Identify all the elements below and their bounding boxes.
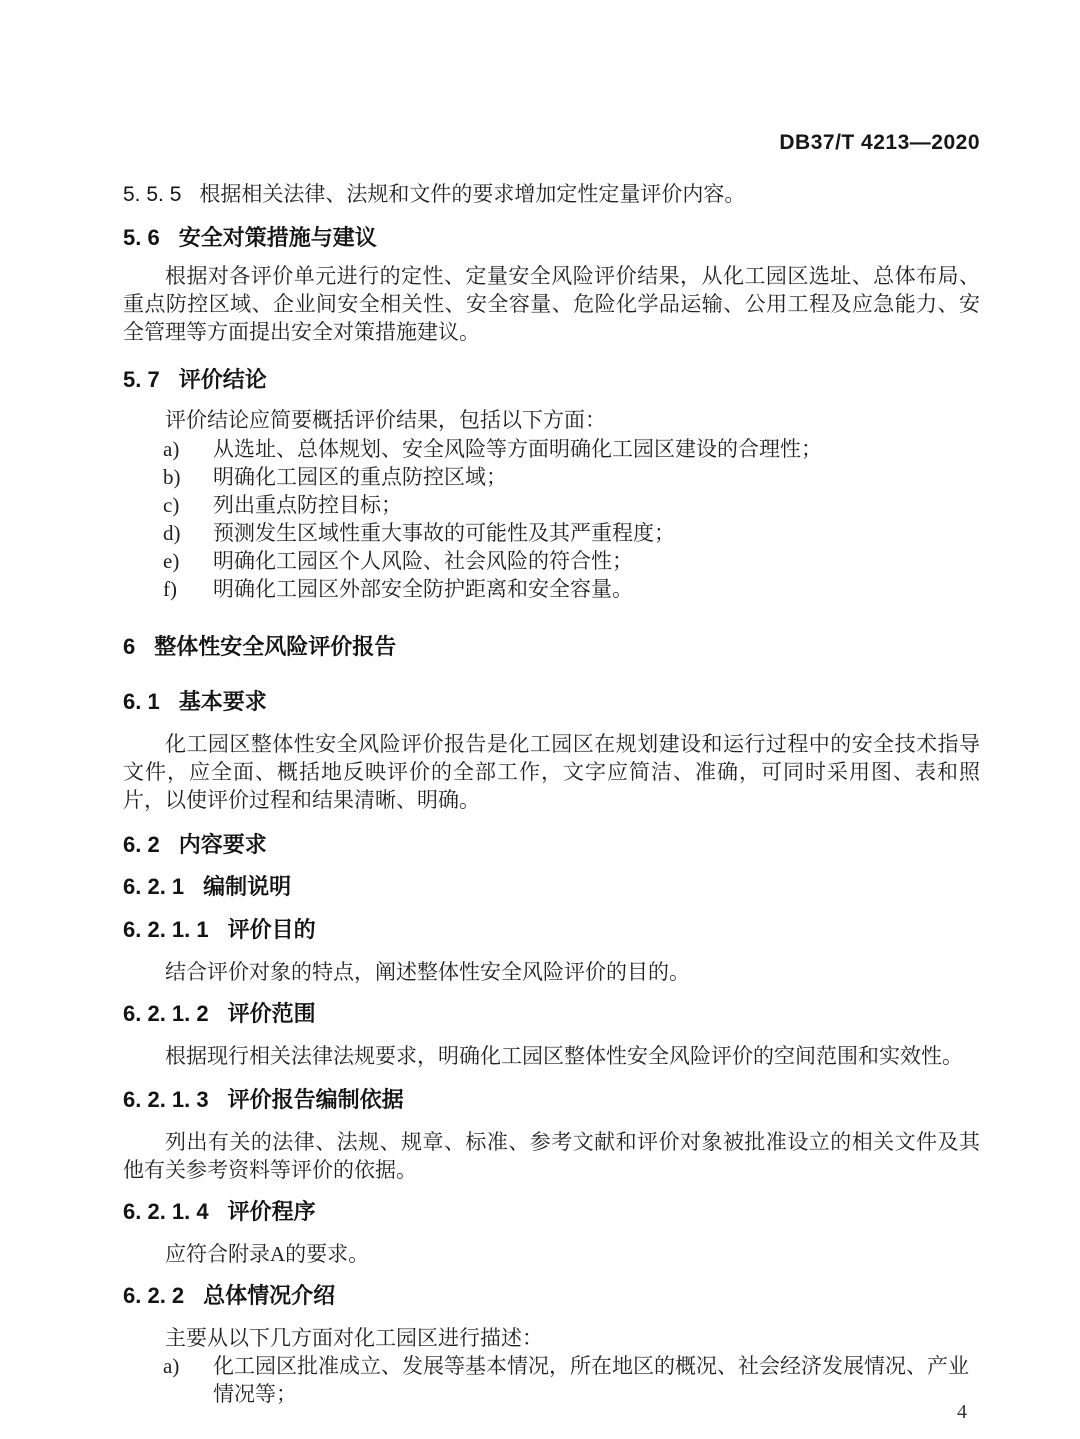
heading-6-2-2-title: 总体情况介绍	[203, 1283, 336, 1308]
heading-6-2-1-title: 编制说明	[203, 874, 292, 899]
list-item-marker: c)	[163, 493, 180, 517]
heading-5-6-title: 安全对策措施与建议	[178, 225, 377, 250]
heading-6-2-1-4-number: 6. 2. 1. 4	[123, 1199, 209, 1224]
heading-6-2-1-3	[123, 1086, 980, 1114]
standard-number: DB37/T 4213—2020	[779, 131, 980, 154]
heading-6-2-1-4-title: 评价程序	[227, 1199, 316, 1224]
heading-6-2-1-2-title: 评价范围	[227, 1001, 316, 1026]
list-item-marker: e)	[163, 549, 180, 573]
list-item	[123, 463, 980, 491]
paragraph-6-1: 化工园区整体性安全风险评价报告是化工园区在规划建设和运行过程中的安全技术指导文件，应全面、概括地反映评价的全部工作，文字应简洁、准确，可同时采用图、表和照片，以使评价过程和结果清晰、明确。	[123, 732, 980, 812]
heading-6-title: 整体性安全风险评价报告	[154, 634, 397, 659]
heading-6-2-1-2	[123, 1000, 980, 1028]
list-item-text: 明确化工园区的重点防控区域；	[213, 465, 507, 489]
heading-6-number: 6	[123, 634, 136, 659]
heading-6-2-title: 内容要求	[178, 832, 267, 857]
heading-6-2-2-number: 6. 2. 2	[123, 1283, 185, 1308]
heading-6-2-1	[123, 873, 980, 901]
heading-5-7-title: 评价结论	[178, 367, 267, 392]
heading-6-2-1-1-number: 6. 2. 1. 1	[123, 917, 209, 942]
heading-6-1-title: 基本要求	[178, 689, 267, 714]
paragraph-6-2-2-intro: 主要从以下几方面对化工园区进行描述：	[165, 1326, 543, 1350]
clause-5-5-5-number: 5. 5. 5	[123, 183, 182, 206]
list-item	[123, 491, 980, 519]
heading-6-2-1-1-title: 评价目的	[227, 917, 316, 942]
list-item-text: 列出重点防控目标；	[213, 493, 402, 517]
paragraph-6-2-1-2: 根据现行相关法律法规要求，明确化工园区整体性安全风险评价的空间范围和实效性。	[165, 1044, 963, 1068]
paragraph-6-2-1-1: 结合评价对象的特点，阐述整体性安全风险评价的目的。	[165, 960, 690, 984]
paragraph-6-2-1-4: 应符合附录A的要求。	[165, 1242, 370, 1266]
heading-5-7	[123, 366, 980, 394]
list-item	[123, 547, 980, 575]
list-item-text: 化工园区批准成立、发展等基本情况，所在地区的概况、社会经济发展情况、产业情况等；	[213, 1354, 969, 1406]
heading-5-7-number: 5. 7	[123, 367, 160, 392]
paragraph-5-6: 根据对各评价单元进行的定性、定量安全风险评价结果，从化工园区选址、总体布局、重点防控区域、企业间安全相关性、安全容量、危险化学品运输、公用工程及应急能力、安全管理等方面提出安全对策措施建议。	[123, 264, 980, 344]
heading-6-1	[123, 688, 980, 716]
clause-5-5-5	[123, 180, 980, 209]
heading-6-2	[123, 831, 980, 859]
heading-6-2-1-1	[123, 916, 980, 944]
list-item-marker: f)	[163, 577, 177, 601]
heading-6-1-number: 6. 1	[123, 689, 160, 714]
heading-5-6	[123, 224, 980, 252]
heading-6-2-2	[123, 1282, 980, 1310]
page-number: 4	[957, 1401, 967, 1423]
list-item-marker: d)	[163, 521, 181, 545]
heading-5-6-number: 5. 6	[123, 225, 160, 250]
list-item-text: 预测发生区域性重大事故的可能性及其严重程度；	[213, 521, 675, 545]
paragraph-6-2-1-3: 列出有关的法律、法规、规章、标准、参考文献和评价对象被批准设立的相关文件及其他有关参考资料等评价的依据。	[123, 1130, 980, 1182]
list-item-text: 明确化工园区个人风险、社会风险的符合性；	[213, 549, 633, 573]
heading-6-2-1-3-number: 6. 2. 1. 3	[123, 1087, 209, 1112]
heading-6-2-1-2-number: 6. 2. 1. 2	[123, 1001, 209, 1026]
doc-header	[123, 131, 980, 155]
list-item	[123, 519, 980, 547]
list-item-marker: a)	[163, 437, 180, 461]
list-item	[123, 575, 980, 603]
heading-6-2-1-number: 6. 2. 1	[123, 874, 185, 899]
paragraph-5-7-intro: 评价结论应简要概括评价结果，包括以下方面：	[165, 408, 606, 432]
list-item	[123, 435, 980, 463]
page-footer	[0, 1398, 1080, 1426]
list-item-text: 明确化工园区外部安全防护距离和安全容量。	[213, 577, 633, 601]
list-item-marker: a)	[163, 1354, 180, 1378]
list-item-text: 从选址、总体规划、安全风险等方面明确化工园区建设的合理性；	[213, 437, 822, 461]
conclusion-list	[123, 435, 980, 603]
list-item-marker: b)	[163, 465, 181, 489]
heading-6-2-number: 6. 2	[123, 832, 160, 857]
heading-6-2-1-3-title: 评价报告编制依据	[227, 1087, 404, 1112]
heading-6-2-1-4	[123, 1198, 980, 1226]
clause-5-5-5-text: 根据相关法律、法规和文件的要求增加定性定量评价内容。	[199, 182, 746, 206]
heading-6	[123, 633, 980, 661]
